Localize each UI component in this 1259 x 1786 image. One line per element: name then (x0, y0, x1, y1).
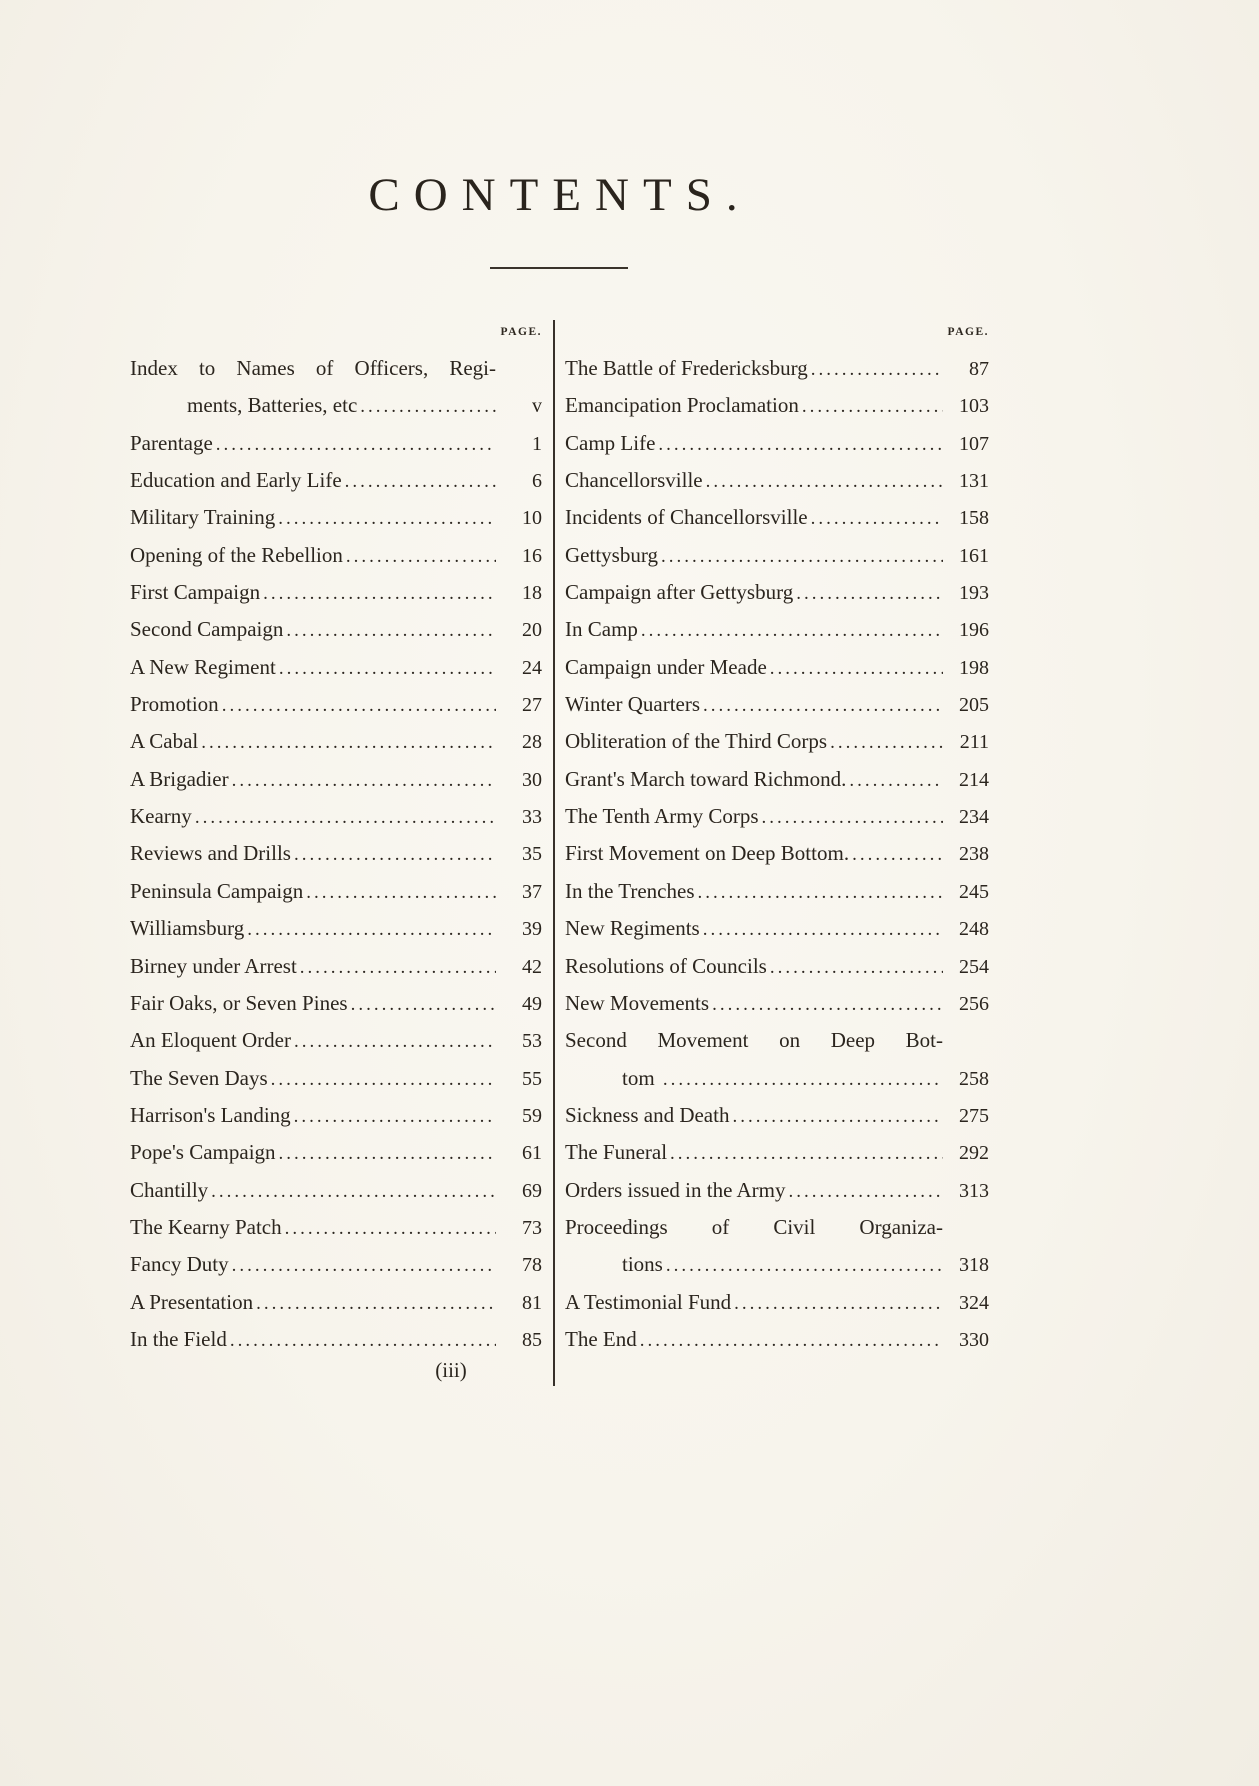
toc-row (565, 649, 989, 686)
toc-row (130, 1022, 542, 1059)
toc-page-number: 6 (532, 470, 542, 493)
toc-row (565, 761, 989, 798)
toc-entry-title: Reviews and Drills (130, 841, 291, 866)
toc-page-number: 55 (522, 1067, 542, 1090)
toc-page-number: 158 (959, 507, 989, 530)
toc-entry-title: Pope's Campaign (130, 1140, 276, 1165)
toc-page-number: 24 (522, 656, 542, 679)
toc-entry-title: Chancellorsville (565, 468, 703, 493)
toc-entry-title: Gettysburg (565, 542, 658, 567)
toc-entry-title: Campaign after Gettysburg (565, 580, 794, 605)
toc-leader-dots (785, 1173, 943, 1210)
toc-left-entries (130, 350, 542, 1358)
toc-entry-title: Kearny (130, 804, 192, 829)
toc-page-number: 131 (959, 470, 989, 493)
toc-page-number: 275 (959, 1104, 989, 1127)
page-title: CONTENTS. (368, 169, 752, 221)
toc-row (130, 1172, 542, 1209)
toc-leader-dots (198, 724, 496, 761)
toc-leader-dots (849, 836, 943, 873)
toc-row (565, 835, 989, 872)
toc-row (565, 537, 989, 574)
table-of-contents (130, 320, 989, 1386)
toc-page-number: 61 (522, 1142, 542, 1165)
toc-row (130, 1246, 542, 1283)
toc-row (130, 462, 542, 499)
toc-leader-dots (357, 388, 496, 425)
toc-page-number: 258 (959, 1067, 989, 1090)
toc-page-number: 16 (522, 544, 542, 567)
toc-entry-title: First Movement on Deep Bottom. (565, 841, 850, 866)
toc-row (565, 350, 989, 387)
toc-leader-dots (268, 1061, 496, 1098)
toc-entry-title: In Camp (565, 617, 638, 642)
toc-leader-dots (663, 1247, 943, 1284)
toc-row (565, 723, 989, 760)
toc-page-number: 33 (522, 806, 542, 829)
toc-row (565, 798, 989, 835)
toc-page-number: 42 (522, 955, 542, 978)
toc-entry-title: The Battle of Fredericksburg (565, 356, 808, 380)
toc-leader-dots (793, 575, 943, 612)
toc-page-number: 214 (959, 768, 989, 791)
toc-row (130, 1134, 542, 1171)
toc-row (565, 910, 989, 947)
toc-row (565, 985, 989, 1022)
title-divider (490, 267, 628, 269)
toc-entry-title: Index to Names of Officers, Regi- (130, 356, 496, 380)
toc-leader-dots (348, 986, 496, 1023)
toc-leader-dots (276, 650, 496, 687)
toc-entry-title: Promotion (130, 692, 219, 717)
toc-leader-dots (667, 1135, 943, 1172)
toc-entry-title: Williamsburg (130, 916, 245, 941)
toc-entry-title: The End (565, 1326, 637, 1351)
toc-row (130, 1097, 542, 1134)
toc-leader-dots (276, 1135, 496, 1172)
toc-row (565, 499, 989, 536)
toc-page-number: 103 (959, 395, 989, 418)
toc-leader-dots (291, 1098, 496, 1135)
toc-row (565, 1060, 989, 1097)
toc-page-number: 292 (959, 1142, 989, 1165)
toc-row (130, 1060, 542, 1097)
toc-leader-dots (759, 799, 943, 836)
toc-leader-dots (227, 1322, 496, 1359)
toc-row (130, 387, 542, 424)
toc-entry-title: New Regiments (565, 916, 700, 941)
toc-row (130, 1284, 542, 1321)
toc-entry-title: The Seven Days (130, 1065, 268, 1090)
toc-row (130, 873, 542, 910)
toc-leader-dots (343, 538, 496, 575)
toc-leader-dots (799, 388, 943, 425)
toc-row (565, 1246, 989, 1283)
toc-leader-dots (700, 911, 943, 948)
toc-leader-dots (827, 724, 943, 761)
toc-page-number: 78 (522, 1254, 542, 1277)
page-label-right: PAGE. (947, 326, 989, 338)
toc-leader-dots (283, 612, 496, 649)
toc-entry-title: Emancipation Proclamation (565, 393, 799, 418)
toc-entry-title: A Brigadier (130, 766, 229, 791)
toc-leader-dots (219, 687, 496, 724)
toc-page-number: 198 (959, 656, 989, 679)
toc-leader-dots (658, 538, 943, 575)
toc-page-number: 20 (522, 619, 542, 642)
toc-entry-title: A Testimonial Fund (565, 1289, 732, 1314)
toc-page-number: 49 (522, 992, 542, 1015)
toc-entry-title: First Campaign (130, 580, 261, 605)
toc-page-number: 256 (959, 992, 989, 1015)
toc-row (565, 1022, 989, 1059)
toc-leader-dots (808, 351, 943, 388)
toc-page-number: 1 (532, 432, 542, 455)
toc-row (565, 873, 989, 910)
toc-row (130, 425, 542, 462)
toc-page-number: 18 (522, 582, 542, 605)
toc-right-entries (565, 350, 989, 1358)
toc-row (565, 1134, 989, 1171)
toc-row (130, 686, 542, 723)
toc-leader-dots (655, 426, 943, 463)
toc-leader-dots (253, 1285, 496, 1322)
toc-page-number: 27 (522, 694, 542, 717)
toc-row (130, 761, 542, 798)
toc-page-number: 81 (522, 1291, 542, 1314)
toc-leader-dots (638, 612, 943, 649)
toc-page-number: 211 (959, 731, 989, 754)
toc-entry-title: tom (622, 1065, 660, 1090)
toc-entry-title: In the Field (130, 1326, 227, 1351)
toc-page-number: 318 (959, 1254, 989, 1277)
toc-page-number: 107 (959, 432, 989, 455)
toc-entry-title: Education and Early Life (130, 468, 342, 493)
toc-entry-title: Incidents of Chancellorsville (565, 505, 808, 530)
toc-row (130, 649, 542, 686)
toc-row (130, 537, 542, 574)
toc-row (130, 910, 542, 947)
toc-page-number: 245 (959, 880, 989, 903)
toc-entry-title: Sickness and Death (565, 1102, 730, 1127)
toc-row (565, 686, 989, 723)
folio: (iii) (435, 1358, 467, 1382)
toc-leader-dots (229, 1247, 496, 1284)
toc-row (130, 948, 542, 985)
toc-leader-dots (767, 949, 943, 986)
column-divider (553, 320, 555, 1386)
toc-leader-dots (260, 575, 496, 612)
toc-leader-dots (700, 687, 943, 724)
toc-page-number: 254 (959, 955, 989, 978)
toc-leader-dots (229, 762, 496, 799)
toc-leader-dots (208, 1173, 496, 1210)
toc-leader-dots (213, 426, 496, 463)
toc-entry-title: Parentage (130, 430, 213, 455)
toc-page-number: 37 (522, 880, 542, 903)
toc-row (130, 574, 542, 611)
toc-page-number: 161 (959, 544, 989, 567)
toc-entry-title: The Tenth Army Corps (565, 804, 759, 829)
toc-entry-title: The Kearny Patch (130, 1214, 282, 1239)
page-label-left: PAGE. (500, 326, 542, 338)
toc-leader-dots (729, 1098, 943, 1135)
toc-entry-title: A Cabal (130, 729, 199, 754)
toc-page-number: 234 (959, 806, 989, 829)
toc-entry-title: tions (622, 1252, 663, 1277)
toc-leader-dots (695, 874, 944, 911)
toc-entry-title: Campaign under Meade (565, 654, 767, 679)
toc-leader-dots (731, 1285, 943, 1322)
toc-leader-dots (342, 463, 496, 500)
toc-leader-dots (703, 463, 943, 500)
toc-page-number: 73 (522, 1216, 542, 1239)
toc-entry-title: Obliteration of the Third Corps (565, 729, 828, 754)
toc-entry-title: Proceedings of Civil Organiza- (565, 1214, 943, 1239)
toc-entry-title: Military Training (130, 505, 276, 530)
toc-entry-title: An Eloquent Order (130, 1028, 291, 1053)
toc-entry-title: In the Trenches (565, 878, 695, 903)
toc-leader-dots (767, 650, 943, 687)
toc-entry-title: A New Regiment (130, 654, 276, 679)
toc-page-number: 59 (522, 1104, 542, 1127)
toc-leader-dots (297, 949, 496, 986)
toc-page-number: 330 (959, 1328, 989, 1351)
toc-row (565, 387, 989, 424)
toc-entry-title: Fair Oaks, or Seven Pines (130, 990, 348, 1015)
toc-row (130, 499, 542, 536)
toc-leader-dots (637, 1322, 943, 1359)
toc-left-column (130, 320, 542, 1358)
toc-leader-dots (282, 1210, 496, 1247)
toc-row (130, 985, 542, 1022)
toc-entry-title: ments, Batteries, etc (187, 393, 358, 418)
toc-page-number: 85 (522, 1328, 542, 1351)
toc-entry-title: Camp Life (565, 430, 656, 455)
toc-entry-title: Fancy Duty (130, 1252, 229, 1277)
toc-row (565, 1209, 989, 1246)
toc-entry-title: Birney under Arrest (130, 953, 297, 978)
toc-leader-dots (244, 911, 496, 948)
toc-row (565, 611, 989, 648)
toc-entry-title: Harrison's Landing (130, 1102, 291, 1127)
toc-entry-title: Peninsula Campaign (130, 878, 304, 903)
toc-leader-dots (808, 500, 943, 537)
toc-entry-title: Winter Quarters (565, 692, 701, 717)
toc-row (565, 1284, 989, 1321)
toc-entry-title: Opening of the Rebellion (130, 542, 343, 567)
toc-row (130, 1321, 542, 1358)
toc-leader-dots (709, 986, 943, 1023)
toc-entry-title: Resolutions of Councils (565, 953, 767, 978)
toc-row (565, 574, 989, 611)
toc-page-number: v (532, 395, 542, 418)
toc-entry-title: New Movements (565, 990, 710, 1015)
toc-entry-title: Second Movement on Deep Bot- (565, 1028, 943, 1053)
toc-row (130, 350, 542, 387)
toc-leader-dots (275, 500, 496, 537)
toc-row (130, 723, 542, 760)
toc-page-number: 53 (522, 1030, 542, 1053)
toc-entry-title: The Funeral (565, 1140, 668, 1165)
toc-row (565, 948, 989, 985)
toc-leader-dots (660, 1061, 943, 1098)
toc-row (130, 798, 542, 835)
toc-page-number: 238 (959, 843, 989, 866)
toc-entry-title: A Presentation (130, 1289, 254, 1314)
toc-page-number: 313 (959, 1179, 989, 1202)
toc-leader-dots (291, 1023, 496, 1060)
toc-page-number: 87 (969, 358, 989, 380)
toc-page-number: 28 (522, 731, 542, 754)
toc-row (130, 611, 542, 648)
toc-page-number: 10 (522, 507, 542, 530)
toc-leader-dots (303, 874, 496, 911)
toc-row (565, 462, 989, 499)
toc-page-number: 39 (522, 918, 542, 941)
toc-entry-title: Grant's March toward Richmond. (565, 766, 847, 791)
toc-page-number: 69 (522, 1179, 542, 1202)
toc-leader-dots (846, 762, 943, 799)
toc-page-number: 248 (959, 918, 989, 941)
toc-leader-dots (192, 799, 496, 836)
toc-row (565, 425, 989, 462)
toc-page-number: 205 (959, 694, 989, 717)
toc-entry-title: Orders issued in the Army (565, 1177, 786, 1202)
toc-right-column (565, 320, 989, 1358)
toc-row (565, 1321, 989, 1358)
toc-page-number: 193 (959, 582, 989, 605)
toc-entry-title: Chantilly (130, 1177, 209, 1202)
toc-page-number: 324 (959, 1291, 989, 1314)
toc-page-number: 35 (522, 843, 542, 866)
toc-page-number: 30 (522, 768, 542, 791)
toc-row (565, 1097, 989, 1134)
toc-page-number: 196 (959, 619, 989, 642)
toc-row (130, 835, 542, 872)
toc-leader-dots (291, 836, 496, 873)
toc-row (130, 1209, 542, 1246)
toc-row (565, 1172, 989, 1209)
toc-entry-title: Second Campaign (130, 617, 284, 642)
